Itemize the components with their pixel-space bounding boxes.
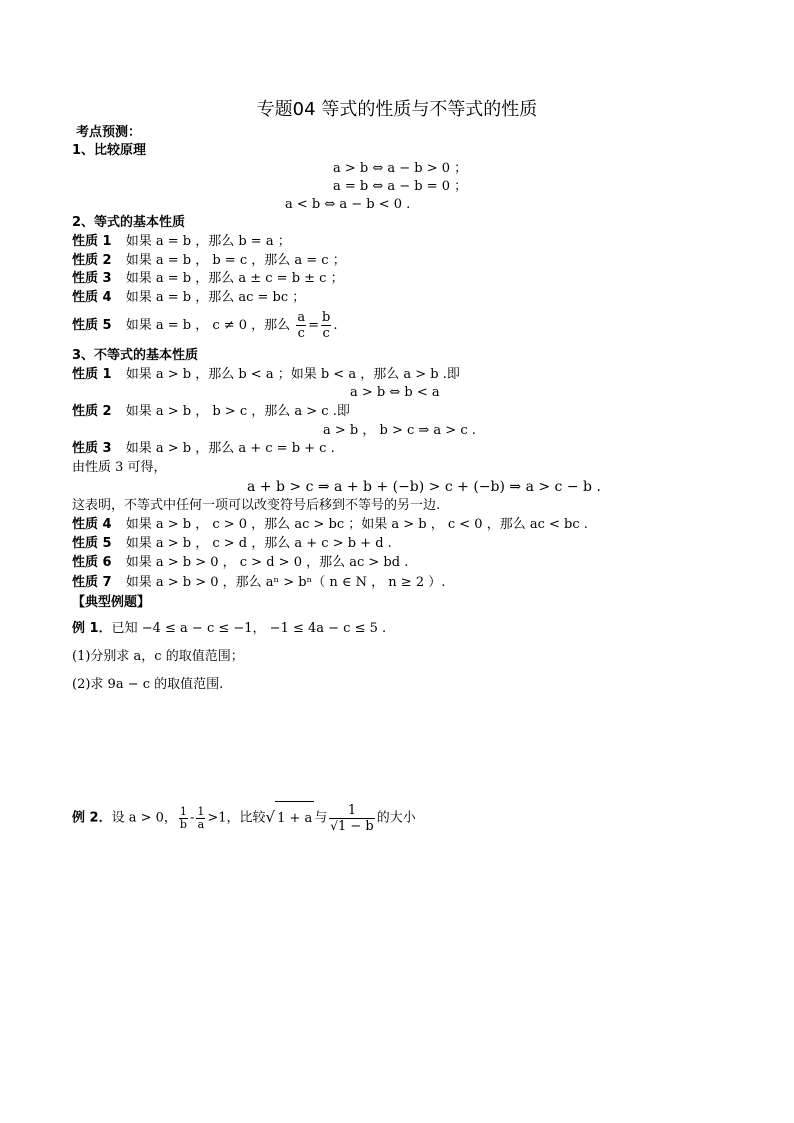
equality-property-2 <box>72 252 346 270</box>
property-text: 如果 a = b ， c ≠ 0 ，那么 <box>125 318 291 333</box>
inequality-property-1 <box>72 366 460 384</box>
property-text: 如果 a = b ，那么 a ± c = b ± c ； <box>125 271 344 286</box>
example-2: 例 2．设 a > 0， $\frac{1}{b}$ - $\frac{1}{a}$ >1，比较√ 1 + a 与 $\frac{1}{√1 - b}$ 的大小 <box>72 800 416 836</box>
page-title: 专题04 等式的性质与不等式的性质 <box>256 99 538 120</box>
comparison-line-1: a > b ⇔ a − b > 0 ； <box>333 161 468 176</box>
examples-heading: 【典型例题】 <box>72 595 151 610</box>
property-label: 性质 5 <box>72 318 112 333</box>
property-text: 如果 a > b > 0 ，那么 aⁿ > bⁿ（ n ∈ N ， n ≥ 2 ）. <box>125 575 446 590</box>
inequality-property-3 <box>72 440 335 458</box>
property-text: 如果 a > b ， c > d ，那么 a + c > b + d . <box>125 536 392 551</box>
inequality-property-7 <box>72 574 445 592</box>
property-text: 如果 a > b > 0 ， c > d > 0 ，那么 ac > bd . <box>125 555 409 570</box>
derivation-intro: 由性质 3 可得， <box>72 460 167 475</box>
inequality-property-2-cont: a > b ， b > c ⇒ a > c . <box>323 423 476 438</box>
derivation-formula: a + b > c ⇒ a + b + (−b) > c + (−b) ⇒ a > c − b . <box>247 479 601 495</box>
section-2-heading: 2、等式的基本性质 <box>72 215 186 230</box>
example-text: 已知 −4 ≤ a − c ≤ −1， −1 ≤ 4a − c ≤ 5 . <box>111 621 387 636</box>
property-label: 性质 7 <box>72 575 112 590</box>
exam-prediction-label: 考点预测： <box>76 125 142 140</box>
fraction-1-over-sqrt-1-minus-b: $\frac{1}{√1 - b}$ <box>330 802 374 834</box>
section-3-heading: 3、不等式的基本性质 <box>72 348 199 363</box>
property-text: 如果 a > b ， c > 0 ，那么 ac > bc ；如果 a > b ， c < 0 ，那么 ac < bc . <box>125 517 588 532</box>
derivation-meaning: 这表明，不等式中任何一项可以改变符号后移到不等号的另一边. <box>72 498 441 513</box>
property-label: 性质 4 <box>72 517 112 532</box>
section-1-heading: 1、比较原理 <box>72 143 147 158</box>
property-text: 如果 a > b ，那么 b < a ；如果 b < a ，那么 a > b .即 <box>125 367 460 382</box>
property-label: 性质 2 <box>72 253 112 268</box>
inequality-property-1-cont: a > b ⇔ b < a <box>350 385 440 400</box>
property-label: 性质 3 <box>72 271 112 286</box>
inequality-property-5 <box>72 535 392 553</box>
inequality-property-2 <box>72 403 350 421</box>
property-label: 性质 4 <box>72 290 112 305</box>
equality-property-3 <box>72 270 344 288</box>
property-text: 如果 a > b ，那么 a + c = b + c . <box>125 441 335 456</box>
property-label: 性质 1 <box>72 234 112 249</box>
property-label: 性质 3 <box>72 441 112 456</box>
equality-property-1 <box>72 233 291 251</box>
sqrt-1-plus-a: √ 1 + a <box>266 800 315 836</box>
comparison-line-2: a = b ⇔ a − b = 0 ； <box>333 179 468 194</box>
inequality-property-6 <box>72 554 408 572</box>
equality-property-5: 性质 5 如果 a = b ， c ≠ 0 ，那么 $\frac{a}{c}$ = $\frac{b}{c}$ . <box>72 310 338 341</box>
example-label: 例 2． <box>72 810 112 826</box>
property-text: 如果 a > b ， b > c ，那么 a > c .即 <box>125 404 350 419</box>
property-text: 如果 a = b ，那么 ac = bc ； <box>125 290 306 305</box>
property-label: 性质 2 <box>72 404 112 419</box>
property-label: 性质 6 <box>72 555 112 570</box>
property-label: 性质 5 <box>72 536 112 551</box>
fraction-b-over-c: $\frac{b}{c}$ <box>322 310 331 341</box>
example-1 <box>72 620 386 638</box>
property-text: 如果 a = b ，那么 b = a ； <box>125 234 291 249</box>
inequality-property-4 <box>72 516 588 534</box>
property-label: 性质 1 <box>72 367 112 382</box>
example-1-question-1: (1)分别求 a，c 的取值范围； <box>72 649 244 664</box>
comparison-line-3: a < b ⇔ a − b < 0 . <box>285 197 411 212</box>
fraction-a-over-c: $\frac{a}{c}$ <box>297 310 306 341</box>
example-label: 例 1． <box>72 621 112 636</box>
fraction-1-over-a: $\frac{1}{a}$ <box>197 804 205 831</box>
example-1-question-2: (2)求 9a − c 的取值范围. <box>72 677 224 692</box>
property-text: 如果 a = b ， b = c ，那么 a = c ； <box>125 253 346 268</box>
equality-property-4 <box>72 289 305 307</box>
fraction-1-over-b: $\frac{1}{b}$ <box>179 804 187 831</box>
